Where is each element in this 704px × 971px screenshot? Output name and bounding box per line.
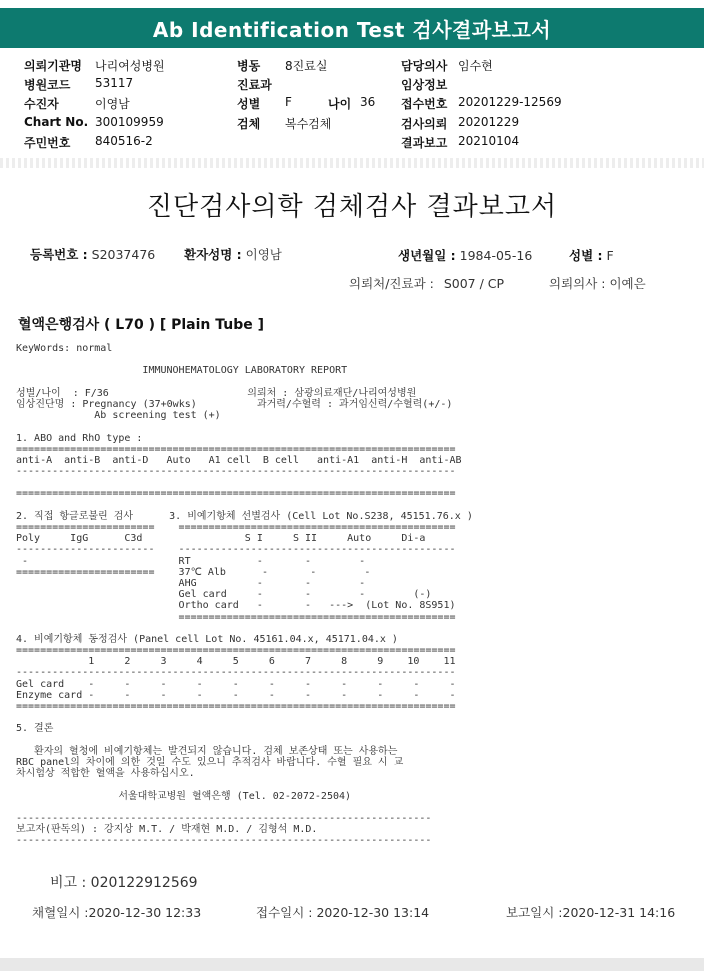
lab-report-line: Enzyme card - - - - - - - - - - - xyxy=(16,689,456,701)
header-label: 병동 xyxy=(237,59,261,73)
requesting-department: 의뢰처/진료과 : S007 / CP xyxy=(349,276,505,291)
header-label: 접수번호 xyxy=(401,97,448,112)
header-value: 나리여성병원 xyxy=(95,59,165,73)
lab-report-line xyxy=(16,421,473,432)
lab-report-line: --------------------------------------------------------------------- xyxy=(16,812,432,824)
header-value: 임수현 xyxy=(458,59,493,73)
lab-report-line: 차시험상 적합한 혈액을 사용하십시오. xyxy=(16,768,195,780)
lab-report-line: ======================= 37℃ Alb - - - xyxy=(16,566,371,578)
lab-report-line: 2. 직접 항글로불린 검사 3. 비예기항체 선별검사 (Cell Lot No.S238, 45151.76.x ) xyxy=(16,510,473,522)
document-title: 진단검사의학 검체검사 결과보고서 xyxy=(146,192,558,222)
lab-report-line: ========================================================================= xyxy=(16,645,456,657)
header-value: 이영남 xyxy=(95,97,130,112)
lab-report-line: - RT - - - xyxy=(16,555,366,567)
header-value: 840516-2 xyxy=(95,133,153,148)
lab-report-line: 환자의 혈청에 비예기항체는 발견되지 않습니다. 검체 보존상태 또는 사용하는 xyxy=(16,745,398,757)
header-label: 주민번호 xyxy=(24,135,71,150)
header-label: 의뢰기관명 xyxy=(24,59,82,73)
lab-report-line xyxy=(16,377,473,388)
lab-report-line: ----------------------- ---------------------------------------------- xyxy=(16,544,456,556)
page-separator xyxy=(0,158,704,168)
patient-name: 환자성명 : 이영남 xyxy=(184,247,282,262)
lab-report-line: RBC panel의 차이에 의한 것일 수도 있으니 추적검사 바랍니다. 수혈 필요 시 교 xyxy=(16,756,404,768)
header-label: 검체 xyxy=(237,116,261,131)
lab-report-line xyxy=(16,623,473,634)
header-label: 나이 xyxy=(328,97,352,112)
header-label: 임상정보 xyxy=(401,78,448,93)
reported-time: 보고일시 :2020-12-31 14:16 xyxy=(506,905,676,920)
lab-report-line: AHG - - - xyxy=(16,577,366,589)
lab-report-line xyxy=(16,500,473,511)
lab-report-line: Poly IgG C3d S I S II Auto Di-a xyxy=(16,533,426,545)
report-title: Ab Identification Test 검사결과보고서 xyxy=(152,17,552,42)
lab-report-line: --------------------------------------------------------------------- xyxy=(16,835,432,847)
lab-report-line: ------------------------------------------------------------------------- xyxy=(16,667,456,679)
lab-report-line: ======================= ============================================== xyxy=(16,522,456,533)
lab-report-line xyxy=(16,735,473,746)
registration-number: 등록번호 : S2037476 xyxy=(30,247,156,262)
header-value: 300109959 xyxy=(95,114,164,129)
lab-report-line: 임상진단명 : Pregnancy (37+0wks) 과거력/수혈력 : 과거임신력/수혈력(+/-) xyxy=(16,398,453,410)
page-bottom-edge xyxy=(0,958,704,971)
lab-report-line: ============================================== xyxy=(16,611,456,623)
header-label: 진료과 xyxy=(237,78,272,93)
lab-report-line: 보고자(판독의) : 강지상 M.T. / 박재현 M.D. / 김형석 M.D. xyxy=(16,824,318,836)
blood-bank-section-heading: 혈액은행검사 ( L70 ) [ Plain Tube ] xyxy=(18,317,265,333)
lab-report-line xyxy=(16,354,473,365)
header-label: 병원코드 xyxy=(24,78,71,93)
header-value: 20201229 xyxy=(458,114,520,129)
lab-report-line: 5. 결론 xyxy=(16,723,54,735)
lab-report-line: ------------------------------------------------------------------------- xyxy=(16,466,456,478)
lab-report-line: Gel card - - - (-) xyxy=(16,589,432,601)
lab-report-line: 성별/나이 : F/36 의뢰처 : 삼광의료재단/나리여성병원 xyxy=(16,387,417,399)
lab-report-body xyxy=(16,343,473,846)
sex: 성별 : F xyxy=(569,248,614,263)
header-label: 검사의뢰 xyxy=(401,116,448,131)
lab-report-line: IMMUNOHEMATOLOGY LABORATORY REPORT xyxy=(16,365,348,377)
lab-report-line: ========================================================================= xyxy=(16,701,456,712)
lab-report-line: 1. ABO and RhO type : xyxy=(16,432,143,444)
header-value: 8진료실 xyxy=(285,59,328,73)
header-label: 성별 xyxy=(237,97,261,112)
header-label: Chart No. xyxy=(24,114,89,129)
lab-report-line: KeyWords: normal xyxy=(16,343,113,354)
lab-report-line: 1 2 3 4 5 6 7 8 9 10 11 xyxy=(16,656,456,668)
lab-report-line: ========================================================================= xyxy=(16,488,456,500)
header-value: F xyxy=(285,95,292,110)
header-value: 20201229-12569 xyxy=(458,95,562,110)
collected-time: 채혈일시 :2020-12-30 12:33 xyxy=(32,905,202,920)
header-label: 수진자 xyxy=(24,97,59,112)
lab-report-line: Ab screening test (+) xyxy=(16,410,221,422)
lab-report-line xyxy=(16,802,473,813)
lab-report-line xyxy=(16,477,473,488)
lab-report-line: Gel card - - - - - - - - - - - xyxy=(16,678,456,690)
header-value: 53117 xyxy=(95,76,134,91)
requesting-doctor: 의뢰의사 : 이예은 xyxy=(549,276,646,291)
header-value: 복수검체 xyxy=(285,116,332,131)
lab-report-line: ========================================================================= xyxy=(16,443,456,455)
lab-report-line xyxy=(16,779,473,790)
lab-report-line: 서울대학교병원 혈액은행 (Tel. 02-2072-2504) xyxy=(16,790,352,802)
header-label: 결과보고 xyxy=(401,135,448,150)
report-title-bar xyxy=(0,8,704,48)
lab-report-line: Ortho card - - ---> (Lot No. 8S951) xyxy=(16,600,456,612)
lab-report-line: anti-A anti-B anti-D Auto A1 cell B cell anti-A1 anti-H anti-AB xyxy=(16,454,462,466)
header-label: 담당의사 xyxy=(401,59,448,73)
header-value: 36 xyxy=(360,95,376,110)
header-value: 20210104 xyxy=(458,133,520,148)
date-of-birth: 생년월일 : 1984-05-16 xyxy=(398,248,533,263)
lab-report-line: 4. 비예기항체 동정검사 (Panel cell Lot No. 45161.04.x, 45171.04.x ) xyxy=(16,633,398,645)
received-time: 접수일시 : 2020-12-30 13:14 xyxy=(256,905,430,920)
note: 비고 : 020122912569 xyxy=(50,875,198,891)
lab-report-line xyxy=(16,712,473,723)
